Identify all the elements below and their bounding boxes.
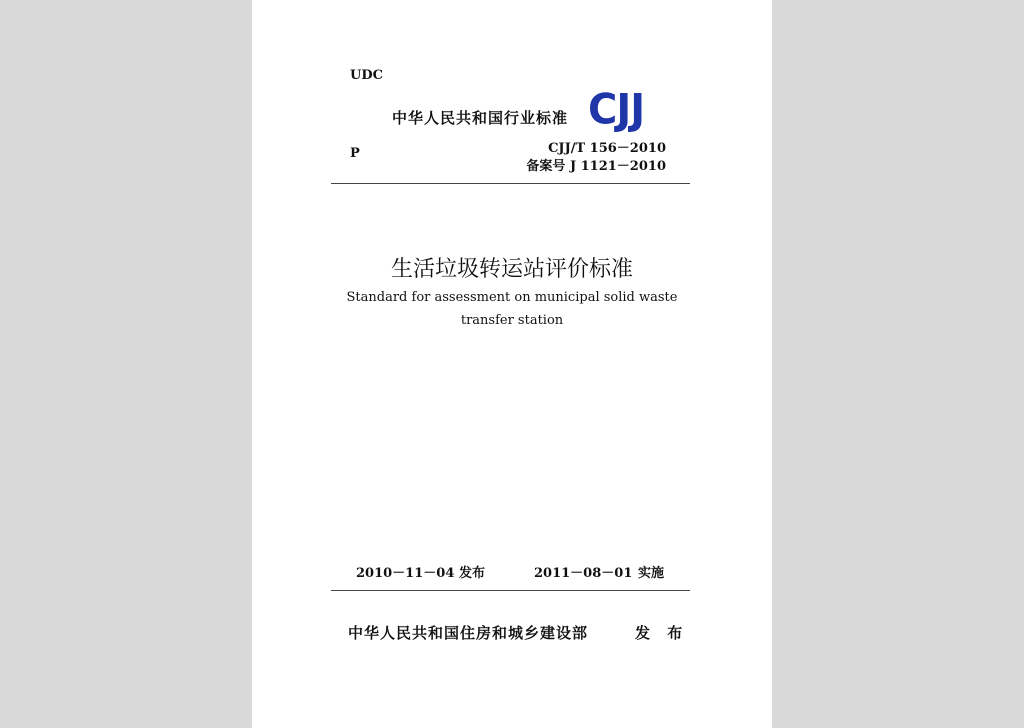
effective-label: 实施 (638, 566, 665, 581)
bottom-divider (331, 590, 690, 591)
standard-code: CJJ/T 156－2010 (548, 141, 666, 156)
title-chinese: 生活垃圾转运站评价标准 (390, 257, 633, 282)
standard-type: 中华人民共和国行业标准 (392, 109, 569, 127)
udc-label: UDC (350, 68, 383, 83)
category-label: P (350, 146, 360, 161)
issue-date: 2010－11－04 (356, 566, 455, 581)
title-english-line-1: Standard for assessment on municipal solid waste (346, 290, 678, 305)
publish-label: 发 布 (635, 624, 689, 642)
cjj-logo: CJJ (588, 85, 645, 135)
title-english-line-2: transfer station (460, 313, 564, 328)
document-page (252, 0, 772, 728)
publisher: 中华人民共和国住房和城乡建设部 (348, 624, 589, 642)
top-divider (331, 183, 690, 184)
record-code: 备案号 J 1121－2010 (526, 159, 666, 174)
issue-label: 发布 (459, 566, 486, 581)
effective-date: 2011－08－01 (534, 566, 633, 581)
